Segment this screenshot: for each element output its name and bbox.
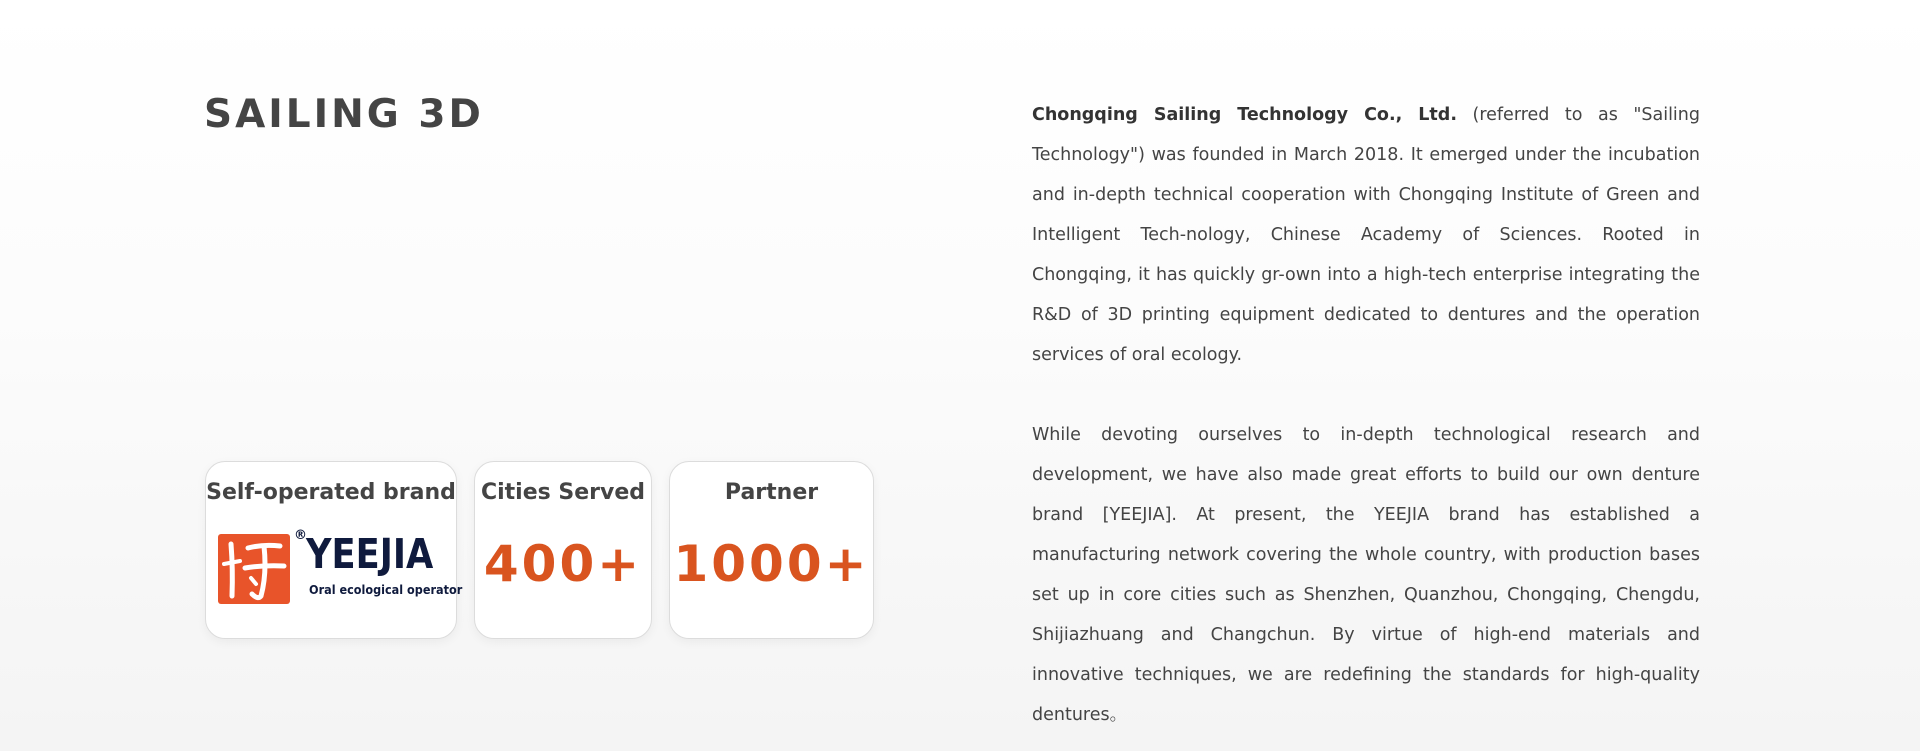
description-paragraph-2: While devoting ourselves to in-depth technological research and development, we have also made great efforts to build our own denture brand [YEEJIA]. At present, the YEEJIA brand has established a manufacturing network covering the whole country, with production bases set up in core cities such as Shenzhen, Quanzhou, Chongqing, Chengdu, Shijiazhuang and Changchun. By virtue of high-end materials and innovative techniques, we are redefining the standards for high-quality dentures。 [1032, 425, 1700, 725]
page-title: SAILING 3D [204, 92, 484, 137]
cities-served-value: 400+ [483, 535, 643, 593]
partner-card [669, 461, 874, 639]
cities-served-title: Cities Served [480, 480, 646, 505]
brand-card-title: Self-operated brand [206, 480, 456, 505]
company-name: Chongqing Sailing Technology Co., Ltd. [1032, 105, 1457, 125]
logo-tagline: Oral ecological operator [309, 582, 463, 597]
partner-title: Partner [724, 480, 819, 505]
description-paragraph-1-text: (referred to as "Sailing Technology") was founded in March 2018. It emerged under the incubation and in-depth technical cooperation with Chongqing Institute of Green and Intelligent Tech-nology, Chinese Academy of Sciences. Rooted in Chongqing, it has quickly gr-own into a high-tech enterprise integrating the R&D of 3D printing equipment dedicated to dentures and the operation services of oral ecology. [1032, 105, 1700, 365]
company-description [1032, 95, 1700, 735]
registered-mark: ® [294, 528, 307, 543]
yeejia-logo-mark-icon [218, 534, 290, 604]
partner-value: 1000+ [673, 535, 870, 593]
brand-card [205, 461, 463, 639]
logo-wordmark: YEEJIA [306, 530, 434, 578]
cities-served-card [474, 461, 652, 639]
description-paragraph-1 [1032, 95, 1700, 375]
yeejia-logo [218, 528, 463, 608]
